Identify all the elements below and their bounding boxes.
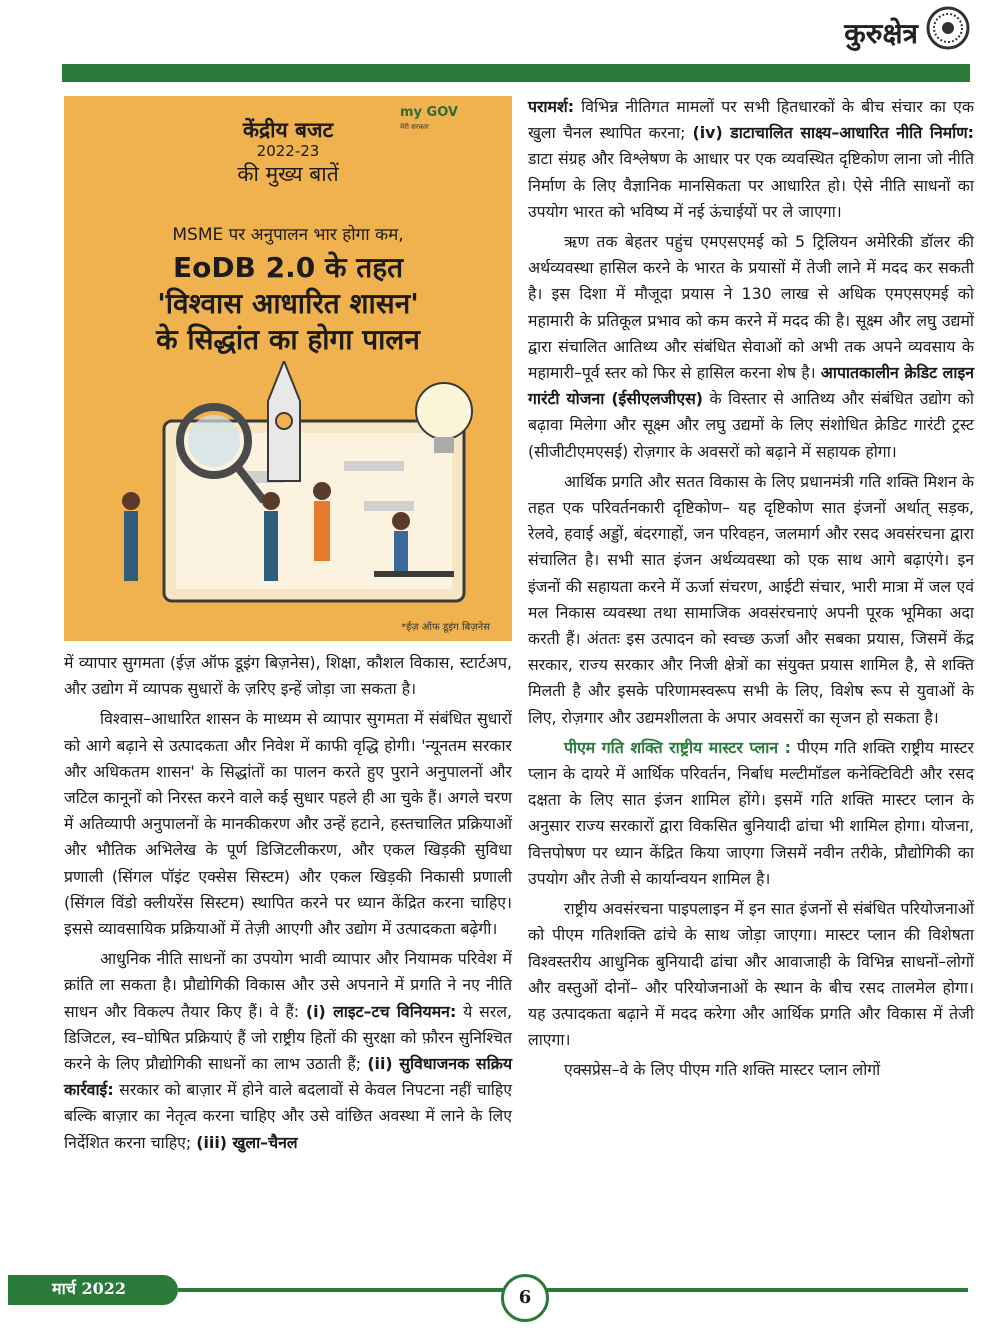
paragraph: ऋण तक बेहतर पहुंच एमएसएमई को 5 ट्रिलियन अमेरिकी डॉलर की अर्थव्यवस्था हासिल करने के भारत के प्रयासों में तेजी लाने में मदद कर सकती है। इस दिशा में मौजूदा प्रयास ने 130 लाख से अधिक एमएसएमई को महामारी के प्रतिकूल प्रभाव को कम करने में मदद की है। सूक्ष्म और लघु उद्यमों द्वारा संचालित आतिथ्य और संबंधित सेवाओं को अभी तक अपने व्यवसाय के महामारी–पूर्व स्तर को फिर से हासिल करना शेष है। आपातकालीन क्रेडिट लाइन गारंटी योजना (ईसीएलजीएस) के विस्तार से आतिथ्य और संबंधित उद्योग को बढ़ावा मिलेगा और सूक्ष्म और लघु उद्यमों के लिए संशोधित क्रेडिट गारंटी ट्रस्ट (सीजीटीएमएसई) रोज़गार के अवसरों को बढ़ाने में सहायक होगा। [528, 232, 974, 461]
poster-year: 2022-23 [256, 142, 320, 160]
paragraph: परामर्श: विभिन्न नीतिगत मामलों पर सभी हितधारकों के बीच संचार का एक खुला चैनल स्थापित करना; (iv) डाटाचालित साक्ष्य–आधारित नीति निर्माण: डाटा संग्रह और विश्लेषण के आधार पर एक व्यवस्थित दृष्टिकोण लाना जो नीति निर्माण के लिए वैज्ञानिक मानसिकता पर आधारित हो। ऐसे नीति साधनों का उपयोग भारत को भविष्य में नई ऊंचाईयों पर ले जाएगा। [528, 97, 974, 221]
mygov-logo: my GOV मेरी सरकार [400, 105, 458, 131]
poster-illustration [64, 361, 512, 631]
paragraph: आधुनिक नीति साधनों का उपयोग भावी व्यापार और नियामक परिवेश में क्रांति ला सकता है। प्रौद्योगिकी विकास और उसे अपनाने में प्रगति ने नए नीति साधन और विकल्प तैयार किए हैं। वे हैं: (i) लाइट–टच विनियमन: ये सरल, डिजिटल, स्व–घोषित प्रक्रियाएं हैं जो राष्ट्रीय हितों की सुरक्षा को फ़ौरन सुनिश्चित करने के लिए प्रौद्योगिकी साधनों का लाभ उठाती हैं; (ii) सुविधाजनक सक्रिय कार्रवाई: सरकार को बाज़ार में होने वाले बदलावों से केवल निपटना नहीं चाहिए बल्कि बाज़ार का नेतृत्व करना चाहिए और उसे वांछित अवस्था में लाने के लिए निर्देशित करना चाहिए; (iii) खुला–चैनल [64, 949, 512, 1152]
paragraph: पीएम गति शक्ति राष्ट्रीय मास्टर प्लान : पीएम गति शक्ति राष्ट्रीय मास्टर प्लान के दायरे में आर्थिक परिवर्तन, निर्बाध मल्टीमॉडल कनेक्टिविटी और रसद दक्षता के लिए सात इंजन शामिल होंगे। इसमें गति शक्ति मास्टर प्लान के अनुसार राज्य सरकारों द्वारा विकसित बुनियादी ढांचा भी शामिल होगा। योजना, वित्तपोषण पर ध्यान केंद्रित किया जाएगा जिसमें नवीन तरीके, प्रौद्योगिकी का उपयोग और तेजी से कार्यान्वयन शामिल है। [528, 737, 974, 888]
poster-subtitle: MSME पर अनुपालन भार होगा कम, [172, 225, 404, 245]
poster-title: केंद्रीय बजट [242, 118, 334, 142]
poster-headline-3: के सिद्धांत का होगा पालन [156, 323, 420, 356]
footer-date: मार्च 2022 [52, 1279, 126, 1298]
page-number: 6 [501, 1274, 549, 1322]
paragraph: में व्यापार सुगमता (ईज़ ऑफ डूइंग बिज़नेस), शिक्षा, कौशल विकास, स्टार्टअप, और उद्योग में व्यापक सुधारों के ज़रिए इन्हें जोड़ा जा सकता है। [64, 653, 512, 699]
poster-caption: *ईज़ ऑफ डूइंग बिज़नेस [401, 622, 490, 633]
paragraph: आर्थिक प्रगति और सतत विकास के लिए प्रधानमंत्री गति शक्ति मिशन के तहत एक परिवर्तनकारी दृष्टिकोण– यह दृष्टिकोण सात इंजनों अर्थात् सड़क, रेलवे, हवाई अड्डों, बंदरगाहों, जन परिवहन, जलमार्ग और रसद अवसंरचना द्वारा संचालित है। सभी सात इंजन अर्थव्यवस्था को एक साथ आगे बढ़ाएंगे। इन इंजनों की सहायता करने में ऊर्जा संचरण, आईटी संचार, भारी मात्रा में जल एवं मल निकास व्यवस्था तथा सामाजिक अवसंरचनाएं अपनी पूरक भूमिका अदा करती हैं। अंततः इस उत्पादन को स्वच्छ ऊर्जा और सबका प्रयास, जिसमें केंद्र सरकार, राज्य सरकार और निजी क्षेत्रों का संयुक्त प्रयास शामिल है, से शक्ति मिलती है और इसके परिणामस्वरूप सभी के लिए, विशेष रूप से युवाओं के लिए, रोज़गार और उद्यमशीलता के अपार अवसरों का सृजन हो सकता है। [528, 471, 974, 727]
left-column [64, 650, 512, 1160]
paragraph: विश्वास–आधारित शासन के माध्यम से व्यापार सुगमता में संबंधित सुधारों को आगे बढ़ाने से उत्पादकता और निवेश में काफी वृद्धि होगी। 'न्यूनतम सरकार और अधिकतम शासन' के सिद्धांतों का पालन करते हुए पुराने अनुपालनों और जटिल कानूनों को निरस्त करने वाले कई सुधार पहले ही आ चुके हैं। अगले चरण में अतिव्यापी अनुपालनों के मानकीकरण और उन्हें हटाने, हस्तचालित प्रक्रियाओं और भौतिक अभिलेख के पूर्ण डिजिटलीकरण, और एकल खिड़की सुविधा प्रणाली (सिंगल पॉइंट एक्सेस सिस्टम) और एकल खिड़की निकासी प्रणाली (सिंगल विंडो क्लीयरेंस सिस्टम) स्थापित करने पर ध्यान केंद्रित करना चाहिए। इससे व्यावसायिक प्रक्रियाओं में तेज़ी आएगी और उद्योग में उत्पादकता बढ़ेगी। [64, 709, 512, 939]
poster-title-sub: की मुख्य बातें [237, 162, 339, 186]
paragraph: राष्ट्रीय अवसंरचना पाइपलाइन में इन सात इंजनों से संबंधित परियोजनाओं को पीएम गतिशक्ति ढांचे के साथ जोड़ा जाएगा। मास्टर प्लान की विशेषता विश्वस्तरीय आधुनिक बुनियादी ढांचा और आवाजाही के विभिन्न साधनों–लोगों और वस्तुओं दोनों– और परियोजनाओं के स्थान के बीच रसद तालमेल होगा। यह उत्पादकता बढ़ाने में मदद करेगा और आर्थिक प्रगति और विकास में तेजी लाएगा। [528, 899, 974, 1050]
paragraph: एक्सप्रेस–वे के लिए पीएम गति शक्ति मास्टर प्लान लोगों [564, 1060, 881, 1080]
poster-headline-2: 'विश्वास आधारित शासन' [157, 287, 419, 320]
footer-green-line [178, 1288, 968, 1292]
emblem-logo [926, 6, 970, 50]
budget-highlights-poster [64, 96, 512, 641]
section-heading: पीएम गति शक्ति राष्ट्रीय मास्टर प्लान : [564, 737, 791, 757]
magazine-masthead: कुरुक्षेत्र [844, 17, 918, 50]
poster-headline-1: EoDB 2.0 के तहत [172, 251, 404, 284]
right-column [528, 94, 974, 1088]
header-green-bar [62, 64, 970, 82]
